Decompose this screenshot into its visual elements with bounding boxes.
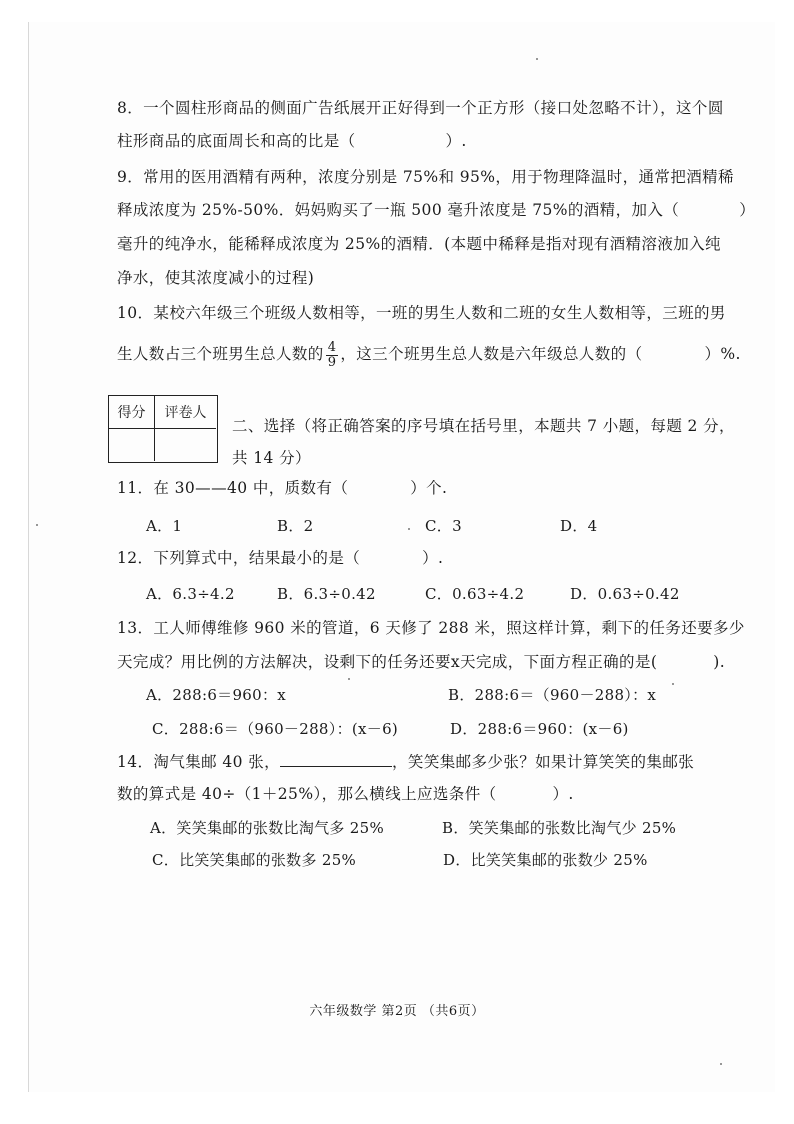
scan-speck	[720, 1063, 722, 1065]
q9-line2: 释成浓度为 25%-50%．妈妈购买了一瓶 500 毫升浓度是 75%的酒精，加入（ ）	[117, 201, 756, 219]
q13-line1: 13．工人师傅维修 960 米的管道，6 天修了 288 米，照这样计算，剩下的任务还要多少	[117, 619, 745, 637]
q14-option-a: A．笑笑集邮的张数比淘气多 25%	[150, 819, 385, 837]
q12-option-b: B．6.3÷0.42	[277, 585, 376, 603]
score-table	[108, 395, 218, 463]
q9-line3: 毫升的纯净水，能稀释成浓度为 25%的酒精．(本题中稀释是指对现有酒精溶液加入纯	[117, 235, 721, 253]
section2-heading-cont: 共 14 分）	[232, 449, 311, 467]
grader-cell	[155, 429, 216, 461]
q11-option-b: B．2	[277, 517, 314, 535]
q13-line2: 天完成？用比例的方法解决，设剩下的任务还要x天完成，下面方程正确的是( ).	[117, 653, 726, 671]
q11-option-d: D．4	[560, 517, 598, 535]
q13-option-a: A．288:6＝960：x	[146, 686, 287, 704]
page-footer: 六年级数学 第2页 （共6页）	[309, 1004, 485, 1019]
q8-line2: 柱形商品的底面周长和高的比是（ ）.	[117, 132, 467, 150]
q13-option-d: D．288:6＝960：(x－6)	[450, 720, 629, 738]
q14-line2: 数的算式是 40÷（1＋25%），那么横线上应选条件（ ）.	[117, 785, 574, 803]
score-header: 得分	[109, 396, 155, 429]
q10-line1: 10．某校六年级三个班级人数相等，一班的男生人数和二班的女生人数相等，三班的男	[117, 304, 726, 322]
q14-option-b: B．笑笑集邮的张数比淘气少 25%	[442, 819, 677, 837]
q12-option-c: C．0.63÷4.2	[425, 585, 525, 603]
q14-line1: 14．淘气集邮 40 张， ，笑笑集邮多少张？如果计算笑笑的集邮张	[117, 753, 695, 771]
q14-option-d: D．比笑笑集邮的张数少 25%	[443, 851, 648, 869]
q13-option-b: B．288:6＝（960－288）：x	[448, 686, 657, 704]
q11-stem: 11．在 30——40 中，质数有（ ）个.	[117, 479, 448, 497]
scan-speck	[348, 678, 350, 680]
scan-speck	[536, 58, 538, 60]
q13-option-c: C．288:6＝（960－288）：(x－6)	[152, 720, 399, 738]
q9-line4: 净水，使其浓度减小的过程)	[117, 269, 315, 287]
fraction-4-9: $\frac{4}{9}$	[327, 339, 337, 370]
section2-heading: 二、选择（将正确答案的序号填在括号里，本题共 7 小题，每题 2 分，	[232, 417, 735, 435]
q10-line2: 生人数占三个班男生总人数的 $\frac{4}{9}$ ，这三个班男生总人数是六年级总人数的（ ）%.	[117, 339, 741, 370]
scan-speck	[408, 528, 410, 530]
q14-fill-line	[280, 752, 392, 767]
grader-header: 评卷人	[155, 396, 216, 429]
scan-speck	[36, 524, 38, 526]
q12-option-a: A．6.3÷4.2	[146, 585, 235, 603]
q11-option-c: C．3	[425, 517, 462, 535]
q12-stem: 12．下列算式中，结果最小的是（ ）.	[117, 549, 444, 567]
q12-option-d: D．0.63÷0.42	[570, 585, 680, 603]
scan-speck	[672, 683, 674, 685]
q11-option-a: A．1	[146, 517, 183, 535]
q14-option-c: C．比笑笑集邮的张数多 25%	[152, 851, 357, 869]
q8-line1: 8．一个圆柱形商品的侧面广告纸展开正好得到一个正方形（接口处忽略不计），这个圆	[117, 99, 724, 117]
score-cell	[109, 429, 155, 461]
q9-line1: 9．常用的医用酒精有两种，浓度分别是 75%和 95%，用于物理降温时，通常把酒精稀	[117, 168, 734, 186]
